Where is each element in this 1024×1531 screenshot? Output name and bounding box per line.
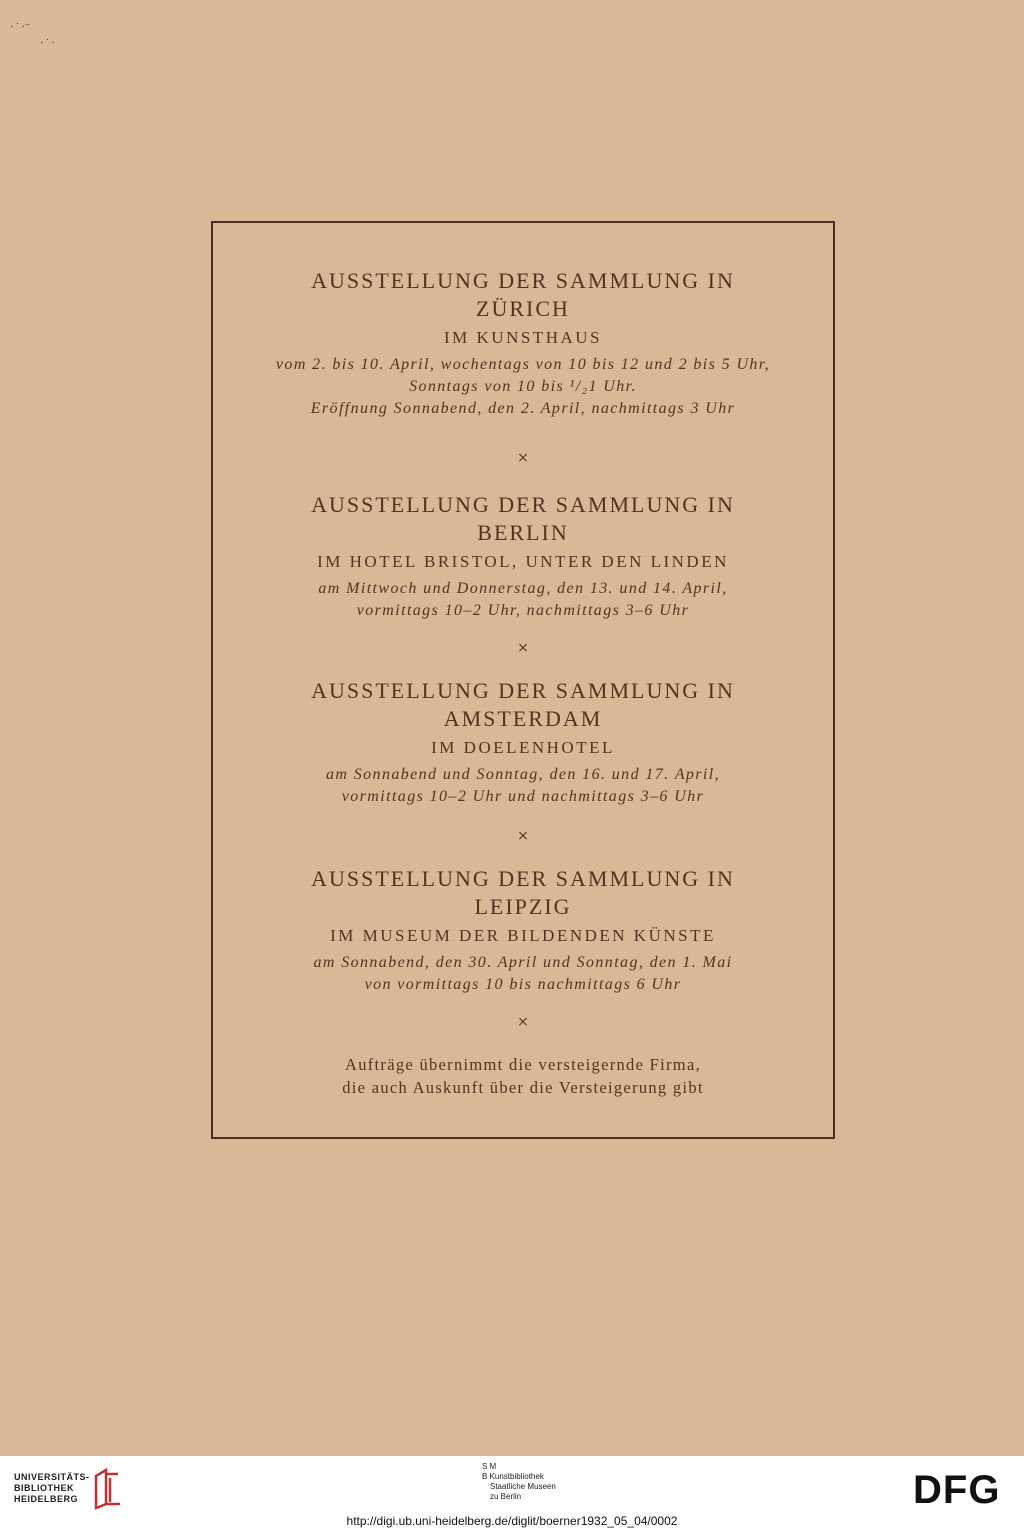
ornament-divider: ⨯ bbox=[517, 451, 529, 466]
section-city: BERLIN bbox=[477, 520, 569, 545]
section-city: AMSTERDAM bbox=[443, 706, 603, 731]
ub-logo-line: UNIVERSITÄTS- bbox=[14, 1472, 90, 1482]
closing-line: Aufträge übernimmt die versteigernde Firma, bbox=[344, 1055, 701, 1074]
permalink-url[interactable]: http://digi.ub.uni-heidelberg.de/diglit/boerner1932_05_04/0002 bbox=[346, 1514, 678, 1528]
section-title: AUSSTELLUNG DER SAMMLUNG IN bbox=[311, 268, 735, 293]
smb-logo-line: Staatliche Museen bbox=[490, 1482, 556, 1491]
section-line: vom 2. bis 10. April, wochentags von 10 bis 12 und 2 bis 5 Uhr, bbox=[275, 356, 771, 373]
section-title: AUSSTELLUNG DER SAMMLUNG IN bbox=[311, 866, 735, 891]
smb-kunstbibliothek-logo[interactable] bbox=[482, 1462, 556, 1502]
section-line: am Sonnabend und Sonntag, den 16. und 17. April, bbox=[325, 766, 720, 783]
section-line: von vormittags 10 bis nachmittags 6 Uhr bbox=[364, 976, 682, 993]
ub-heidelberg-logo[interactable] bbox=[14, 1472, 90, 1505]
section-amsterdam bbox=[213, 677, 833, 808]
section-venue: IM HOTEL BRISTOL, UNTER DEN LINDEN bbox=[317, 552, 729, 571]
section-leipzig bbox=[213, 865, 833, 996]
section-line: am Mittwoch und Donnerstag, den 13. und 14. April, bbox=[318, 580, 728, 597]
paper-speck: · ˙ ·⁻ bbox=[10, 22, 31, 33]
section-line: Eröffnung Sonnabend, den 2. April, nachmittags 3 Uhr bbox=[310, 400, 736, 417]
section-line: am Sonnabend, den 30. April und Sonntag, den 1. Mai bbox=[313, 954, 733, 971]
ub-logo-line: BIBLIOTHEK bbox=[14, 1483, 74, 1493]
smb-logo-line: zu Berlin bbox=[490, 1492, 522, 1501]
ub-book-icon bbox=[92, 1468, 124, 1510]
ornament-divider: ⨯ bbox=[517, 641, 529, 656]
ub-logo-line: HEIDELBERG bbox=[14, 1494, 79, 1504]
smb-logo-line: B Kunstbibliothek bbox=[482, 1472, 544, 1481]
section-line: vormittags 10–2 Uhr und nachmittags 3–6 Uhr bbox=[341, 788, 705, 805]
closing-line: die auch Auskunft über die Versteigerung gibt bbox=[342, 1078, 704, 1097]
section-berlin bbox=[213, 491, 833, 622]
section-venue: IM MUSEUM DER BILDENDEN KÜNSTE bbox=[330, 926, 716, 945]
section-venue: IM KUNSTHAUS bbox=[444, 328, 602, 347]
section-zurich bbox=[213, 267, 833, 420]
ornament-divider: ⨯ bbox=[517, 1015, 529, 1030]
section-venue: IM DOELENHOTEL bbox=[431, 738, 615, 757]
section-city: ZÜRICH bbox=[476, 296, 570, 321]
dfg-logo[interactable]: DFG bbox=[913, 1468, 1001, 1512]
ornament-divider: ⨯ bbox=[517, 829, 529, 844]
section-line: vormittags 10–2 Uhr, nachmittags 3–6 Uhr bbox=[356, 602, 690, 619]
section-title: AUSSTELLUNG DER SAMMLUNG IN bbox=[311, 678, 735, 703]
closing-note bbox=[213, 1053, 833, 1099]
section-title: AUSSTELLUNG DER SAMMLUNG IN bbox=[311, 492, 735, 517]
paper-speck: · ˙ · bbox=[40, 38, 55, 49]
section-line: Sonntags von 10 bis ¹/₂1 Uhr. bbox=[409, 378, 637, 395]
smb-logo-line: S M bbox=[482, 1462, 497, 1471]
section-city: LEIPZIG bbox=[474, 894, 572, 919]
viewer-footer bbox=[0, 1456, 1024, 1531]
announcement-frame bbox=[211, 221, 835, 1139]
